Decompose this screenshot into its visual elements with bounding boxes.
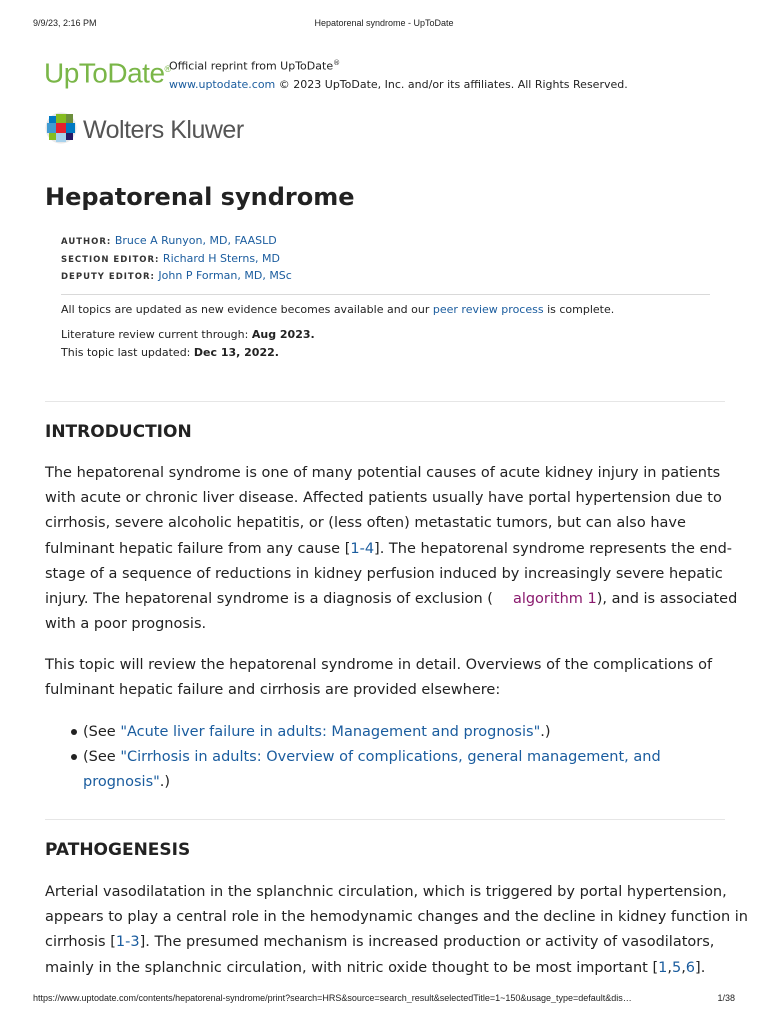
update-note-suffix: is complete. <box>543 303 615 316</box>
text-line: cirrhosis, severe alcoholic hepatitis, or (less often) metastatic tumors, but can also have <box>45 515 686 532</box>
meta-divider <box>61 294 710 295</box>
section-editor-label: SECTION EDITOR: <box>61 254 160 265</box>
print-datetime: 9/9/23, 2:16 PM <box>33 18 97 28</box>
bullet-icon <box>71 754 77 760</box>
reference-link[interactable]: 1-3 <box>115 934 140 951</box>
text-fragment: , <box>681 959 686 976</box>
last-updated-line <box>61 344 315 362</box>
reference-link[interactable]: 6 <box>685 959 696 976</box>
topic-link-acute-liver-failure[interactable]: "Acute liver failure in adults: Management and prognosis" <box>120 724 541 740</box>
deputy-editor-row <box>61 267 711 285</box>
text-line <box>45 537 735 562</box>
see-also-list <box>45 720 735 796</box>
text-fragment: , <box>667 959 672 976</box>
wolters-kluwer-mark-icon <box>45 112 77 144</box>
text-line <box>45 930 735 955</box>
text-fragment: mainly in the splanchnic circulation, with nitric oxide thought to be most important [ <box>45 959 659 976</box>
text-line: fulminant hepatic failure and cirrhosis are provided elsewhere: <box>45 682 501 699</box>
print-page-title: Hepatorenal syndrome - UpToDate <box>314 18 454 28</box>
reference-link[interactable]: 1-4 <box>350 540 375 557</box>
text-fragment: ]. <box>695 959 706 976</box>
reference-link[interactable]: 1 <box>658 959 668 976</box>
section-editor-link[interactable]: Richard H Sterns, MD <box>162 251 281 265</box>
literature-review-line <box>61 326 315 344</box>
text-line <box>83 745 735 770</box>
text-fragment: fulminant hepatic failure from any cause [ <box>45 540 351 557</box>
wolters-kluwer-wordmark: Wolters Kluwer <box>83 116 244 144</box>
text-line <box>45 956 735 981</box>
reprint-line: Official reprint from UpToDate <box>169 59 334 73</box>
print-url: https://www.uptodate.com/contents/hepatorenal-syndrome/print?search=HRS&source=search_result&selectedTitle=1~150&usage_type=default&dis… <box>33 993 632 1003</box>
print-header <box>0 18 768 32</box>
text-line: with acute or chronic liver disease. Affected patients usually have portal hypertension due to <box>45 490 722 507</box>
page-number: 1/38 <box>717 993 735 1003</box>
text-line: appears to play a central role in the hemodynamic changes and the decline in kidney function in <box>45 909 748 926</box>
last-updated-label: This topic last updated: <box>61 345 194 359</box>
section-divider <box>45 401 725 402</box>
section-divider <box>45 819 725 820</box>
lit-review-label: Literature review current through: <box>61 328 252 341</box>
reprint-notice <box>169 54 628 94</box>
wolters-kluwer-logo <box>45 112 245 148</box>
text-line: Arterial vasodilatation in the splanchnic circulation, which is triggered by portal hypertension, <box>45 884 727 900</box>
uptodate-logo[interactable] <box>44 52 171 90</box>
text-fragment: ), and is associated <box>596 591 738 608</box>
text-fragment: (See <box>83 749 121 766</box>
reference-link[interactable]: 5 <box>671 959 682 976</box>
author-link[interactable]: Bruce A Runyon, MD, FAASLD <box>114 234 277 247</box>
topic-link-cirrhosis-overview-cont[interactable]: prognosis" <box>83 774 160 791</box>
text-line <box>83 720 735 745</box>
list-item <box>45 745 735 795</box>
author-row <box>61 232 711 250</box>
print-footer <box>0 993 768 1007</box>
text-fragment: cirrhosis [ <box>45 934 116 951</box>
copyright-text: © 2023 UpToDate, Inc. and/or its affiliates. All Rights Reserved. <box>275 77 628 91</box>
introduction-heading: INTRODUCTION <box>45 422 192 442</box>
topic-link-cirrhosis-overview[interactable]: "Cirrhosis in adults: Overview of complications, general management, and <box>120 749 661 766</box>
author-label: AUTHOR: <box>61 237 112 247</box>
text-fragment: injury. The hepatorenal syndrome is a diagnosis of exclusion ( <box>45 591 493 608</box>
lit-review-date: Aug 2023. <box>251 328 315 341</box>
text-line: The hepatorenal syndrome is one of many potential causes of acute kidney injury in patients <box>45 465 721 481</box>
algorithm-link[interactable]: algorithm 1 <box>512 591 597 608</box>
text-line: stage of a sequence of reductions in kidney perfusion induced by increasingly severe hepatic <box>45 565 723 582</box>
registered-mark: ® <box>164 64 171 74</box>
text-line: This topic will review the hepatorenal syndrome in detail. Overviews of the complications of <box>45 657 713 673</box>
text-fragment: .) <box>540 724 551 740</box>
topic-title: Hepatorenal syndrome <box>45 183 355 211</box>
update-note <box>61 301 614 318</box>
text-fragment: ]. The presumed mechanism is increased production or activity of vasodilators, <box>139 934 715 951</box>
uptodate-site-link[interactable]: www.uptodate.com <box>169 77 276 91</box>
text-line <box>45 587 738 612</box>
uptodate-logo-text: UpToDate <box>44 57 165 89</box>
deputy-editor-label: DEPUTY EDITOR: <box>61 272 155 282</box>
reprint-registered-mark: ® <box>333 59 341 67</box>
peer-review-link[interactable]: peer review process <box>432 303 544 316</box>
review-dates <box>61 326 315 361</box>
brand-row <box>44 52 724 92</box>
pathogenesis-heading: PATHOGENESIS <box>45 840 191 860</box>
deputy-editor-link[interactable]: John P Forman, MD, MSc <box>158 269 292 282</box>
text-line <box>83 770 735 795</box>
update-note-prefix: All topics are updated as new evidence becomes available and our <box>61 303 433 316</box>
pathogenesis-paragraph-1 <box>45 880 748 981</box>
text-fragment: ]. The hepatorenal syndrome represents the end- <box>374 540 733 557</box>
bullet-icon <box>71 729 77 735</box>
introduction-paragraph-1 <box>45 461 738 637</box>
contributors <box>61 232 711 285</box>
text-fragment: .) <box>159 774 171 791</box>
last-updated-date: Dec 13, 2022. <box>193 345 279 359</box>
text-fragment: (See <box>83 724 121 740</box>
section-editor-row <box>61 250 711 268</box>
introduction-paragraph-2 <box>45 653 735 703</box>
text-line: with a poor prognosis. <box>45 616 207 633</box>
list-item <box>45 720 735 745</box>
